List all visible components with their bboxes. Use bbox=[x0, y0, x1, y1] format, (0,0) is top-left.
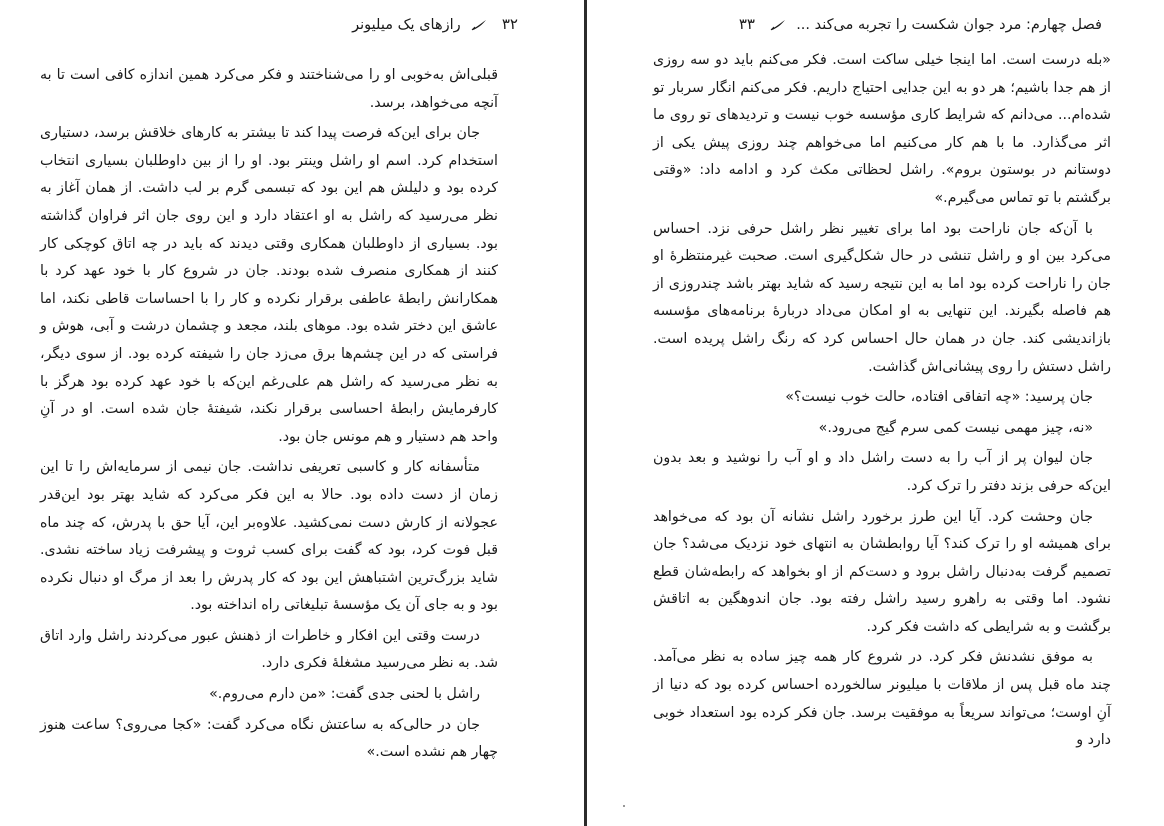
right-paragraph-1: «بله درست است. اما اینجا خیلی ساکت است. فکر می‌کنم باید دو سه روزی از هم جدا باشیم؛ هر دو به این جدایی احتیاج داریم. فکر می‌کنم انگار سربار تو شده‌ام... می‌دانم که شرایط کاری مؤسسه خوب نیست و تردیدهای تو روی ما اثر می‌گذارد. ما با هم کار می‌کنیم اما می‌خواهم چند روزی پیش یکی از دوستانم در بوستون بروم». راشل لحظاتی مکث کرد و ادامه داد: «وقتی برگشتم با تو تماس می‌گیرم.» bbox=[653, 52, 1111, 206]
quill-icon bbox=[770, 19, 786, 31]
right-running-head bbox=[735, 14, 1102, 35]
right-paragraph-4: «نه، چیز مهمی نیست کمی سرم گیج می‌رود.» bbox=[818, 419, 1093, 436]
right-body-text bbox=[653, 47, 1111, 758]
left-page-number: ۳۲ bbox=[501, 15, 518, 33]
left-paragraph-4: درست وقتی این افکار و خاطرات از ذهنش عبور می‌کردند راشل وارد اتاق شد. به نظر می‌رسید مشغلهٔ فکری دارد. bbox=[40, 627, 498, 672]
left-paragraph-3: متأسفانه کار و کاسبی تعریفی نداشت. جان نیمی از سرمایه‌اش را تا این زمان از دست داده بود. حالا به این فکر می‌کرد که شاید بهتر بود این‌قدر عجولانه از کارش دست نمی‌کشید. علاوه‌بر این، آیا حق با پدرش، که چند ماه قبل فوت کرد، بود که گفت برای کسب ثروت و پیشرفت زیاد ساخته نشدی. شاید بزرگ‌ترین اشتباهش این بود که کار پدرش را بعد از مرگ او دنبال نکرده بود و به جای آن یک مؤسسهٔ تبلیغاتی راه انداخته بود. bbox=[40, 459, 498, 614]
quill-icon bbox=[471, 19, 487, 31]
scan-speck bbox=[623, 805, 625, 807]
book-title: رازهای یک میلیونر bbox=[352, 17, 461, 33]
right-page-number: ۳۳ bbox=[738, 15, 755, 33]
right-paragraph-6: جان وحشت کرد. آیا این طرز برخورد راشل نشانه آن بود که می‌خواهد برای همیشه او را ترک کند؟ آیا روابطشان به انتهای خود نزدیک می‌شد؟ جان تصمیم گرفت به‌دنبال راشل برود و دست‌کم از او بخواهد که رابطه‌شان قطع نشود. اما وقتی به راهرو رسید راشل رفته بود. جان اندوهگین به اتاقش برگشت و به شرایطی که داشت فکر کرد. bbox=[653, 508, 1111, 635]
page-gutter bbox=[584, 0, 587, 826]
right-paragraph-2: با آن‌که جان ناراحت بود اما برای تغییر نظر راشل حرفی نزد. احساس می‌کرد بین او و راشل تنشی در حال شکل‌گیری است. صحبت غیرمنتظرهٔ او جان را ناراحت کرده بود اما به این نتیجه رسید که شاید بهتر باشد چندروزی از هم فاصله بگیرند. این تنهایی به او امکان می‌داد دربارهٔ برنامه‌های مؤسسه بازاندیشی کند. جان در همان حال احساس کرد که رنگ راشل پریده است. راشل دستش را روی پیشانی‌اش گذاشت. bbox=[653, 220, 1111, 375]
left-running-head bbox=[352, 14, 522, 35]
left-paragraph-1: قبلی‌اش به‌خوبی او را می‌شناختند و فکر می‌کرد همین اندازه کافی است تا به آنچه می‌خواهد، برسد. bbox=[40, 67, 498, 111]
chapter-title: فصل چهارم: مرد جوان شکست را تجربه می‌کند ... bbox=[796, 17, 1102, 33]
right-paragraph-3: جان پرسید: «چه اتفاقی افتاده، حالت خوب نیست؟» bbox=[785, 389, 1093, 406]
right-paragraph-7: به موفق نشدنش فکر کرد. در شروع کار همه چیز ساده به نظر می‌آمد. چند ماه قبل پس از ملاقات با میلیونر سالخورده احساس کرده بود که دنیا از آنِ اوست؛ می‌تواند سریعاً به موفقیت برسد. جان فکر کرده بود استعداد خوبی دارد و bbox=[653, 649, 1111, 749]
left-paragraph-2: جان برای این‌که فرصت پیدا کند تا بیشتر به کارهای خلاقش برسد، دستیاری استخدام کرد. اسم او راشل وینتر بود. او را از بین داوطلبان بسیاری انتخاب کرده بود و دلیلش هم این بود که تبسمی گرم بر لب داشت. از همان آغاز به نظر می‌رسید که راشل به او اعتقاد دارد و این روی جان اثر فراوان گذاشته بود. بسیاری از داوطلبان همکاری وقتی دیدند که باید در چه اتاق کوچکی کار کنند از همکاری منصرف شده بودند. جان در شروع کار با خود عهد کرد با همکارانش رابطهٔ عاطفی برقرار نکرده و کار را با احساسات قاطی نکند، اما عاشق این دختر شده بود. موهای بلند، مجعد و چشمان درشت و آبی، هوش و فراستی که در این چشم‌ها برق می‌زد جان را شیفته کرده بود. از سوی دیگر، به نظر می‌رسید که راشل هم علی‌رغم این‌که با خود عهد کرده بود هرگز با کارفرمایش رابطهٔ احساسی برقرار نکند، شیفتهٔ جان شده است. او در آنِ واحد هم دستیار و هم مونس جان بود. bbox=[40, 125, 498, 445]
right-paragraph-5: جان لیوان پر از آب را به دست راشل داد و او آب را نوشید و بعد بدون این‌که حرفی بزند دفتر را ترک کرد. bbox=[653, 450, 1111, 494]
left-body-text bbox=[40, 62, 498, 770]
left-paragraph-6: جان در حالی‌که به ساعتش نگاه می‌کرد گفت: «کجا می‌روی؟ ساعت هنوز چهار هم نشده است.» bbox=[40, 716, 498, 761]
left-paragraph-5: راشل با لحنی جدی گفت: «من دارم می‌روم.» bbox=[209, 686, 480, 703]
right-page bbox=[588, 0, 1164, 826]
